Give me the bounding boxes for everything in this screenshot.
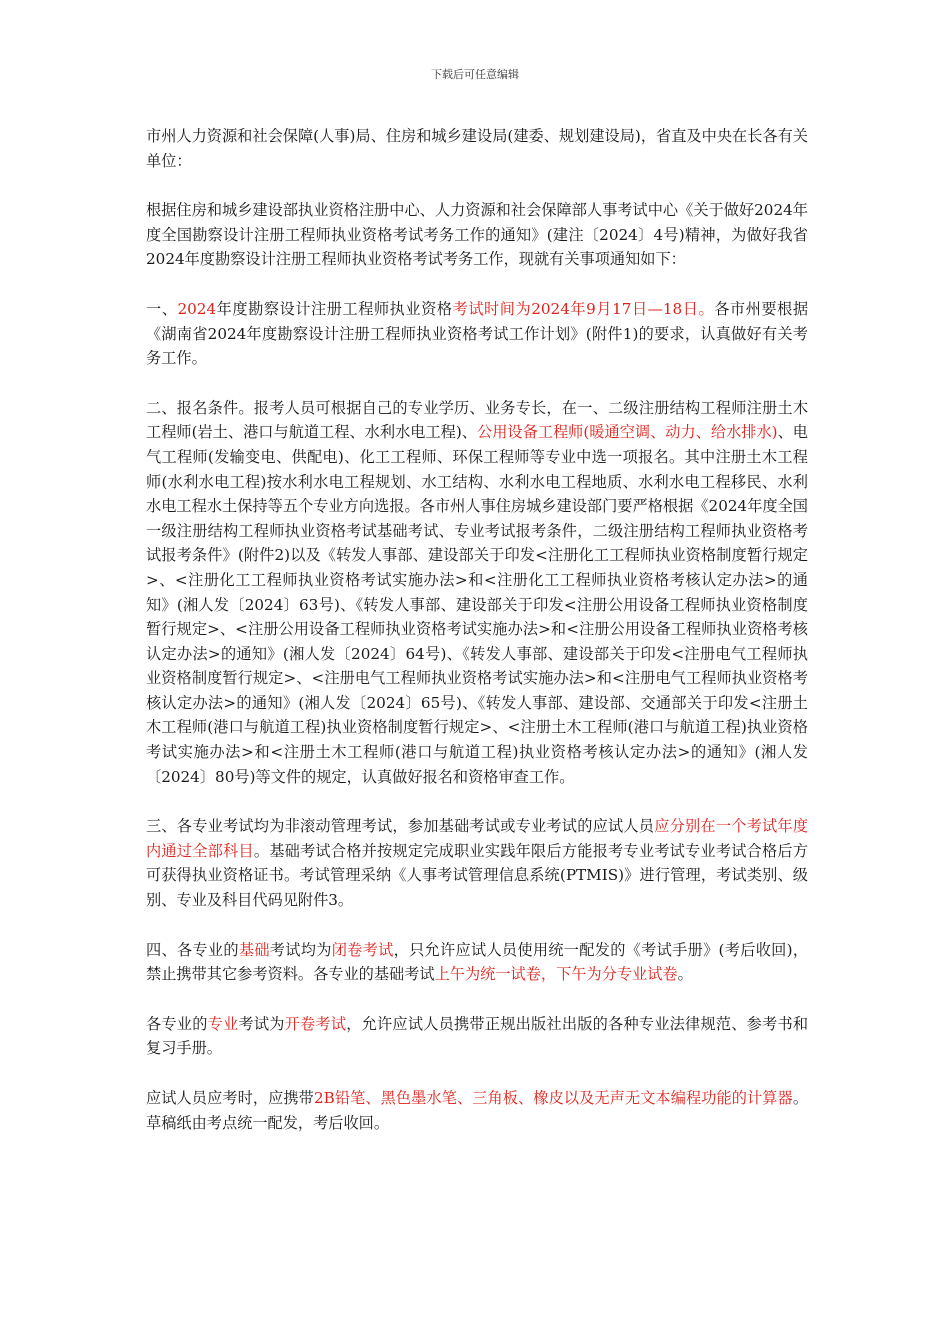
paragraph xyxy=(146,198,808,272)
text-run: 年度勘察设计注册工程师执业资格 xyxy=(216,299,453,318)
text-run: 根据住房和城乡建设部执业资格注册中心、人力资源和社会保障部人事考试中心《关于做好2024年度全国勘察设计注册工程师执业资格考试考务工作的通知》(建注〔2024〕4号)精神，为做好我省2024年度勘察设计注册工程师执业资格考试考务工作，现就有关事项通知如下： xyxy=(146,201,808,269)
paragraph xyxy=(146,938,808,987)
text-run: 考试为 xyxy=(238,1014,285,1033)
highlighted-text: 开卷考试 xyxy=(284,1014,347,1033)
highlighted-text: 专业 xyxy=(207,1014,239,1033)
text-run: 。 xyxy=(677,965,693,984)
document-body xyxy=(146,124,808,1160)
text-run: ，只允许应试人员使用统一配发的《考试手册》(考后收回)，禁止携带其它参考资料。各专业的基础考试 xyxy=(146,940,809,984)
highlighted-text: 上午为统一试卷，下午为分专业试卷 xyxy=(434,965,678,984)
highlighted-text: 公用设备工程师(暖通空调、动力、给水排水) xyxy=(477,423,778,442)
text-run: 应试人员应考时，应携带 xyxy=(146,1089,314,1107)
text-run: 、电气工程师(发输变电、供配电)、化工工程师、环保工程师等专业中选一项报名。其中注册土木工程师(水利水电工程)按水利水电工程规划、水工结构、水利水电工程地质、水利水电工程移民、水利水电工程水土保持等五个专业方向选报。各市州人事住房城乡建设部门要严格根据《2024年度全国一级注册结构工程师执业资格考试基础考试、专业考试报考条件，二级注册结构工程师执业资格考试报考条件》(附件2)以及《转发人事部、建设部关于印发<注册化工工程师执业资格制度暂行规定>、<注册化工工程师执业资格考试实施办法>和<注册化工工程师执业资格考核认定办法>的通知》(湘人发〔2024〕63号)、《转发人事部、建设部关于印发<注册公用设备工程师执业资格制度暂行规定>、<注册公用设备工程师执业资格考试实施办法>和<注册公用设备工程师执业资格考核认定办法>的通知》(湘人发〔2024〕64号)、《转发人事部、建设部关于印发<注册电气工程师执业资格制度暂行规定>、<注册电气工程师执业资格考试实施办法>和<注册电气工程师执业资格考核认定办法>的通知》(湘人发〔2024〕65号)、《转发人事部、建设部、交通部关于印发<注册土木工程师(港口与航道工程)执业资格制度暂行规定>、<注册土木工程师(港口与航道工程)执业资格考试实施办法>和<注册土木工程师(港口与航道工程)执业资格考核认定办法>的通知》(湘人发〔2024〕80号)等文件的规定，认真做好报名和资格审查工作。 xyxy=(146,423,808,786)
text-run: 四、各专业的 xyxy=(146,940,239,959)
text-run: 各专业的 xyxy=(146,1014,208,1033)
text-run: 三、各专业考试均为非滚动管理考试，参加基础考试或专业考试的应试人员 xyxy=(146,817,655,836)
highlighted-text: 基础 xyxy=(238,940,270,959)
page-header: 下载后可任意编辑 xyxy=(431,68,519,81)
paragraph xyxy=(146,124,808,173)
text-run: ，允许应试人员携带正规出版社出版的各种专业法律规范、参考书和复习手册。 xyxy=(146,1014,809,1058)
text-run: 。基础考试合格并按规定完成职业实践年限后方能报考专业考试专业考试合格后方可获得执业资格证书。考试管理采纳《人事考试管理信息系统(PTMIS)》进行管理，考试类别、级别、专业及科目代码见附件3。 xyxy=(146,841,809,910)
text-run: 一、 xyxy=(146,299,178,318)
highlighted-text: 2024 xyxy=(177,299,217,318)
highlighted-text: 闭卷考试 xyxy=(331,940,394,959)
paragraph xyxy=(146,396,808,790)
text-run: 市州人力资源和社会保障(人事)局、住房和城乡建设局(建委、规划建设局)，省直及中央在长各有关单位： xyxy=(146,127,808,170)
text-run: 各市州要根据《湖南省2024年度勘察设计注册工程师执业资格考试工作计划》(附件1)的要求，认真做好有关考务工作。 xyxy=(146,299,809,368)
text-run: 。草稿纸由考点统一配发，考后收回。 xyxy=(146,1089,809,1132)
paragraph xyxy=(146,1086,808,1135)
paragraph xyxy=(146,814,808,912)
paragraph xyxy=(146,297,808,371)
highlighted-text: 考试时间为2024年9月17日—18日。 xyxy=(452,299,715,318)
text-run: 二、报名条件。报考人员可根据自己的专业学历、业务专长，在一、二级注册结构工程师注册土木工程师(岩土、港口与航道工程、水利水电工程)、 xyxy=(146,398,808,442)
text-run: 考试均为 xyxy=(269,940,332,959)
highlighted-text: 应分别在一个考试年度内通过全部科目 xyxy=(146,817,809,860)
paragraph xyxy=(146,1012,808,1061)
highlighted-text: 2B铅笔、黑色墨水笔、三角板、橡皮以及无声无文本编程功能的计算器 xyxy=(313,1089,793,1107)
